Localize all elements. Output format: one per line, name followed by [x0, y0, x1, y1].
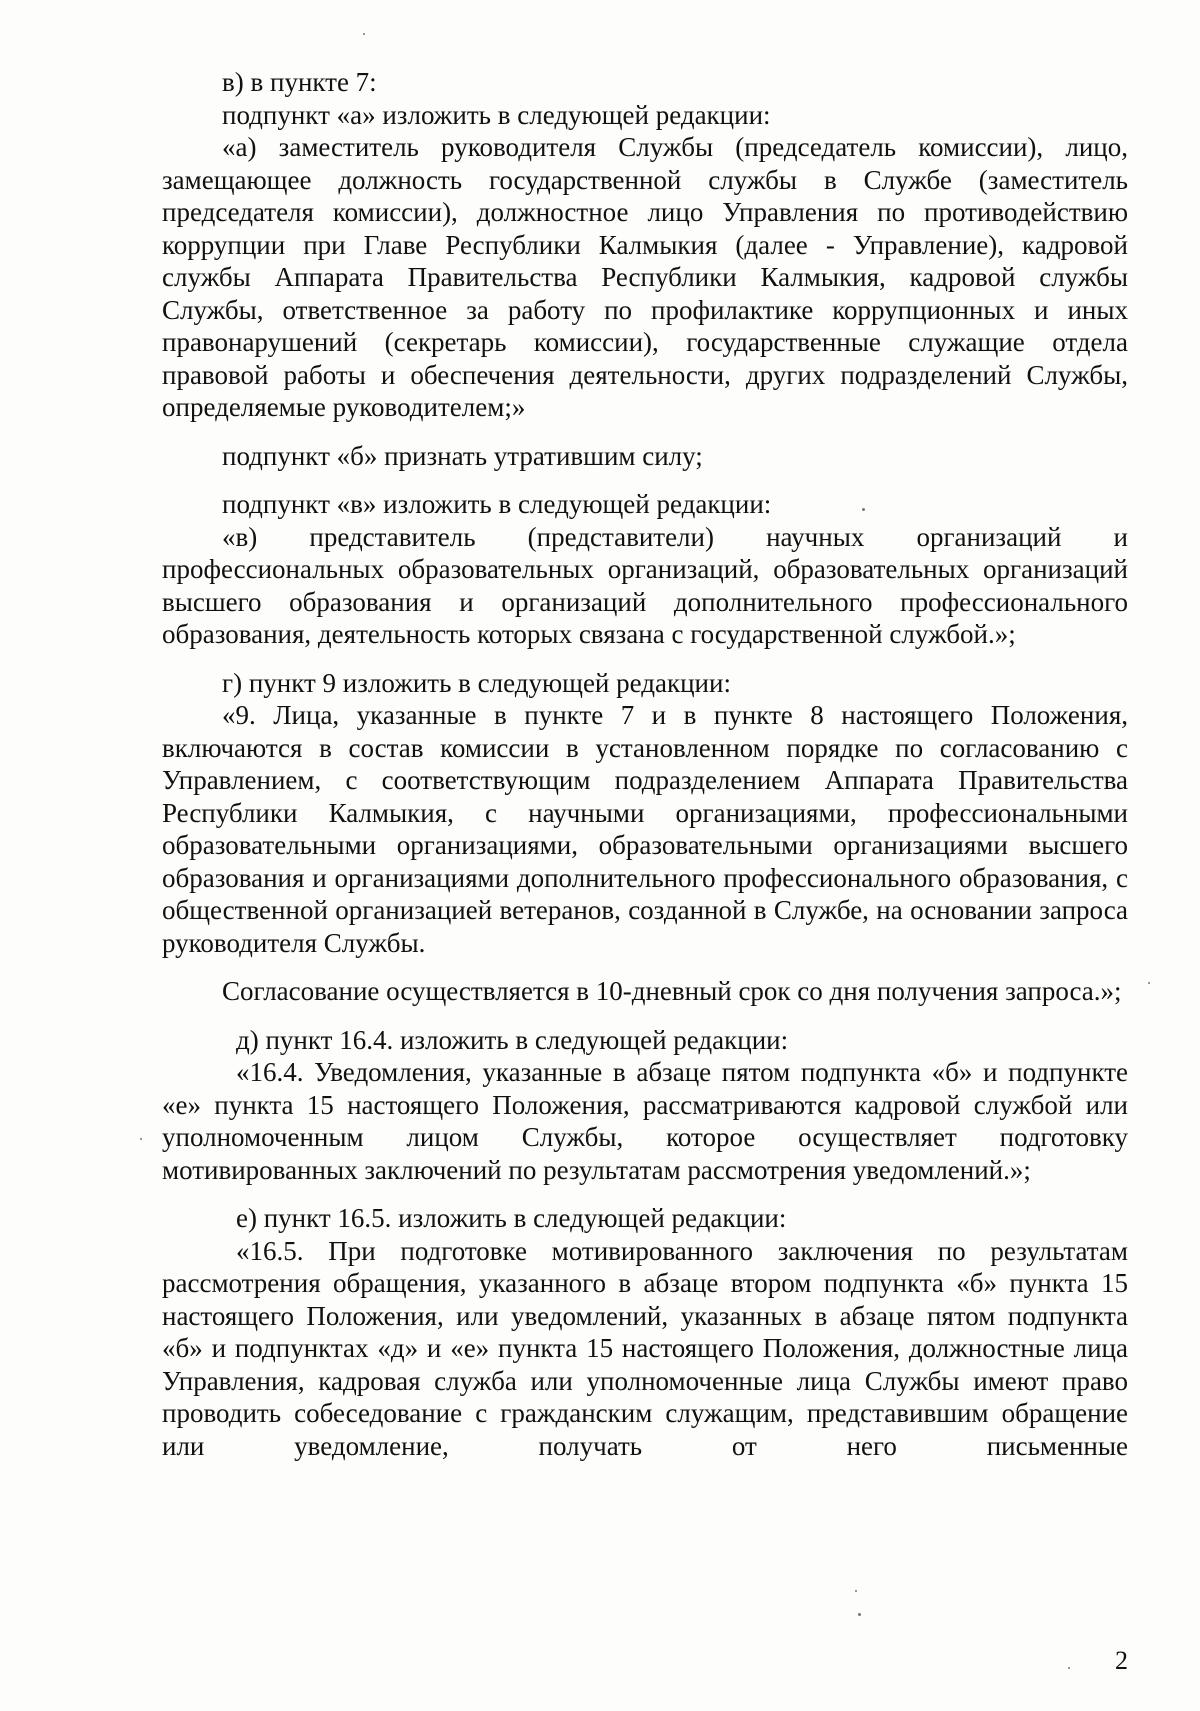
paragraph-point-9-text: «9. Лица, указанные в пункте 7 и в пункте 8 настоящего Положения, включаются в состав комиссии в установленном порядке по согласованию с Управлением, с соответствующим подразделением Аппарата Правительства Республики Калмыкия, с научными организациями, профессиональными образовательными организациями, образовательными организациями высшего образования и организациями дополнительного профессионального образования, с общественной организацией ветеранов, созданной в Службе, на основании запроса руководителя Службы.	[162, 700, 1128, 958]
paragraph-point-16-4-text: «16.4. Уведомления, указанные в абзаце пятом подпункта «б» и подпункте «е» пункта 15 настоящего Положения, рассматриваются кадровой службой или уполномоченным лицом Службы, которое осуществляет подготовку мотивированных заключений по результатам рассмотрения уведомлений.»;	[162, 1057, 1128, 1185]
paragraph-subpoint-v-text: «в) представитель (представители) научных организаций и профессиональных образовательных организаций, образовательных организаций высшего образования и организаций дополнительного профессионального образования, деятельность которых связана с государственной службой.»;	[162, 521, 1128, 649]
paragraph-v-point-7: в) в пункте 7:	[222, 67, 377, 97]
scan-speck	[1068, 1667, 1070, 1669]
paragraph-subpoint-b: подпункт «б» признать утратившим силу;	[222, 440, 703, 471]
scan-speck	[862, 508, 865, 511]
scan-speck	[1148, 982, 1150, 984]
page-number: 2	[1115, 1646, 1128, 1675]
scan-speck	[140, 1138, 142, 1140]
paragraph-subpoint-a-text: «а) заместитель руководителя Службы (председатель комиссии), лицо, замещающее должность государственной службы в Службе (заместитель председателя комиссии), должностное лицо Управления по противодействию коррупции при Главе Республики Калмыкия (далее - Управление), кадровой службы Аппарата Правительства Республики Калмыкия, кадровой службы Службы, ответственное за работу по профилактике коррупционных и иных правонарушений (секретарь комиссии), государственные служащие отдела правовой работы и обеспечения деятельности, других подразделений Службы, определяемые руководителем;»	[162, 132, 1128, 422]
paragraph-subpoint-a-intro: подпункт «а» изложить в следующей редакции:	[222, 99, 771, 130]
scan-speck	[363, 33, 365, 35]
paragraph-e-point-16-5-intro: е) пункт 16.5. изложить в следующей редакции:	[236, 1203, 787, 1233]
paragraph-g-point-9-intro: г) пункт 9 изложить в следующей редакции:	[222, 667, 731, 698]
document-body	[162, 66, 1128, 1462]
scan-speck	[858, 1613, 861, 1616]
paragraph-agreement-term: Согласование осуществляется в 10-дневный срок со дня получения запроса.»;	[222, 976, 1122, 1006]
paragraph-point-16-5-text: «16.5. При подготовке мотивированного заключения по результатам рассмотрения обращения, указанного в абзаце втором подпункта «б» пункта 15 настоящего Положения, или уведомлений, указанных в абзаце пятом подпункта «б» и подпунктах «д» и «е» пункта 15 настоящего Положения, должностные лица Управления, кадровая служба или уполномоченные лица Службы имеют право проводить собеседование с гражданским служащим, представившим обращение или уведомление, получать от него письменные	[162, 1235, 1128, 1461]
paragraph-subpoint-v-intro: подпункт «в» изложить в следующей редакции:	[222, 489, 772, 519]
paragraph-d-point-16-4-intro: д) пункт 16.4. изложить в следующей редакции:	[236, 1024, 789, 1055]
scan-speck	[855, 1590, 857, 1592]
